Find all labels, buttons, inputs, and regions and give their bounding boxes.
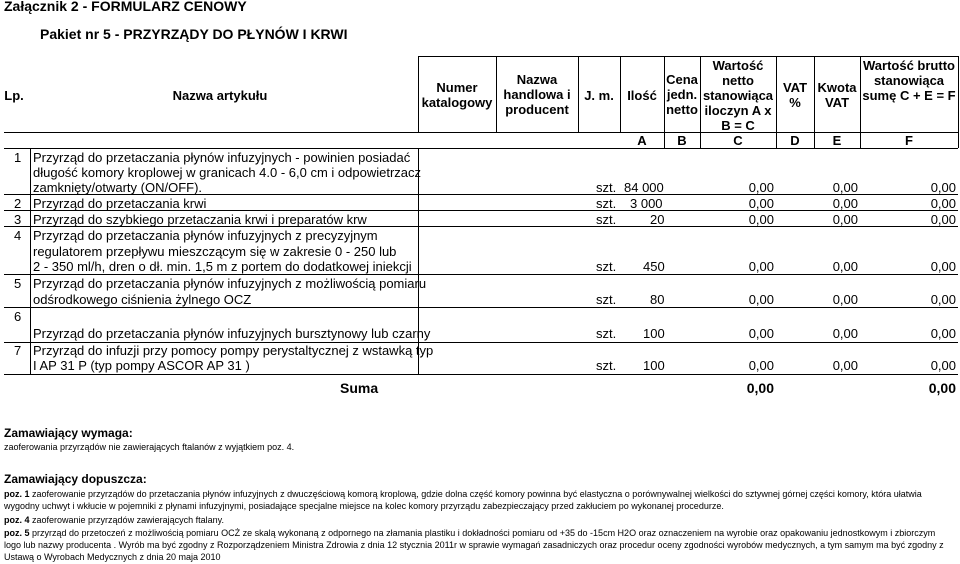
row-desc-line: regulatorem przepływu mieszczącym się w zakresie 0 - 250 lub [33,244,397,259]
row-qty: 450 [643,259,665,274]
letter-d: D [790,133,800,148]
col-catalog: Numer katalogowy [421,80,493,110]
row-desc-line: długość komory kroplowej w granicach 4.0 - 6,0 cm i odpowietrzacz [33,165,422,180]
col-qty: Ilość [627,88,657,103]
row-unit: szt. [596,196,617,211]
row-net: 0,00 [748,180,774,195]
letter-c: C [733,133,743,148]
row-unit: szt. [596,259,617,274]
row-unit: szt. [596,326,617,341]
row-vat: 0,00 [832,326,858,341]
col-vat-amt: Kwota VAT [817,80,857,110]
row-vat: 0,00 [832,180,858,195]
row-net: 0,00 [748,358,774,373]
row-vat: 0,00 [832,259,858,274]
letter-a: A [637,133,647,148]
row-gross: 0,00 [930,259,956,274]
allows-item-5 [4,527,954,563]
row-vat: 0,00 [832,212,858,227]
row-gross: 0,00 [930,358,956,373]
row-desc-line: 2 - 350 ml/h, dren o dł. min. 1,5 m z portem do dodatkowej iniekcji [33,259,412,274]
row-lp: 5 [14,276,22,291]
row-lp: 2 [14,196,22,211]
col-name: Nazwa artykułu [172,88,268,103]
row-lp: 4 [14,228,22,243]
row-desc-line: I AP 31 P (typ pompy ASCOR AP 31 ) [33,358,250,373]
row-net: 0,00 [748,292,774,307]
row-desc-line: Przyrząd do przetaczania płynów infuzyjnych bursztynowy lub czarny [33,326,431,341]
row-desc-line: odśrodkowego ciśnienia żylnego OCZ [33,292,252,307]
col-unit: J. m. [584,88,614,103]
sum-label: Suma [340,380,379,396]
col-price: Cena jedn. netto [666,72,698,117]
document-title: Załącznik 2 - FORMULARZ CENOWY [4,0,247,14]
row-desc-line: Przyrząd do przetaczania płynów infuzyjnych z możliwością pomiaru [33,276,427,291]
row-qty: 100 [643,326,665,341]
row-desc-line: Przyrząd do szybkiego przetaczania krwi i preparatów krw [33,212,367,227]
row-net: 0,00 [748,196,774,211]
row-qty: 100 [643,358,665,373]
row-gross: 0,00 [930,326,956,341]
allows-item-text: przyrząd do przetoczeń z możliwością pomiaru OCŻ ze skalą wykonaną z odpornego na złamania plastiku i dokładności pomiaru od +35 do -15cm H2O oraz oznaczeniem na wyrobie oraz opakowaniu jednostkowym i zbiorczym logo lub nazwy producenta . Wyrób ma być zgodny z Rozporządzeniem Ministra Zdrowia z dnia 12 stycznia 2011r w sprawie wymagań zasadniczych oraz procedur oceny zgodności wyrobów medycznych, a tym samym ma być zgodny z Ustawą o Wyrobach Medycznych z dnia 20 maja 2010 [4,528,944,562]
col-vat-pct: VAT % [782,80,808,110]
row-unit: szt. [596,180,617,195]
row-desc-line: Przyrząd do przetaczania płynów infuzyjnych - powinien posiadać [33,150,411,165]
allows-heading: Zamawiający dopuszcza: [4,472,147,486]
row-gross: 0,00 [930,212,956,227]
row-desc-line: zamknięty/otwarty (ON/OFF). [33,180,203,195]
allows-item-label: poz. 1 [4,489,30,499]
row-net: 0,00 [748,259,774,274]
row-net: 0,00 [748,326,774,341]
letter-b: B [677,133,687,148]
col-gross: Wartość brutto stanowiąca sumę C + E = F [862,58,956,103]
allows-item-label: poz. 4 [4,515,30,525]
allows-item-text: zaoferowanie przyrządów zawierających ftalany. [29,515,224,525]
row-net: 0,00 [748,212,774,227]
sum-gross: 0,00 [928,380,956,396]
row-desc-line: Przyrząd do przetaczania płynów infuzyjnych z precyzyjnym [33,228,378,243]
col-trade: Nazwa handlowa i producent [503,72,571,117]
col-net: Wartość netto stanowiąca iloczyn A x B = C [702,58,774,133]
row-qty: 84 000 [624,180,664,195]
row-lp: 3 [14,212,22,227]
row-vat: 0,00 [832,358,858,373]
allows-item-4 [4,514,954,526]
letter-e: E [832,133,842,148]
row-vat: 0,00 [832,196,858,211]
row-unit: szt. [596,358,617,373]
row-unit: szt. [596,212,617,227]
row-gross: 0,00 [930,196,956,211]
row-desc-line: Przyrząd do przetaczania krwi [33,196,207,211]
row-qty: 20 [650,212,665,227]
row-lp: 1 [14,150,22,165]
letter-f: F [905,133,913,148]
row-gross: 0,00 [930,292,956,307]
row-desc-line: Przyrząd do infuzji przy pomocy pompy perystaltycznej z wstawką typ [33,343,434,358]
row-gross: 0,00 [930,180,956,195]
row-lp: 6 [14,309,22,324]
package-title: Pakiet nr 5 - PRZYRZĄDY DO PŁYNÓW I KRWI [40,26,348,42]
allows-item-label: poz. 5 [4,528,30,538]
row-vat: 0,00 [832,292,858,307]
col-lp: Lp. [4,88,24,103]
row-unit: szt. [596,292,617,307]
requires-heading: Zamawiający wymaga: [4,426,133,440]
requires-text: zaoferowania przyrządów nie zawierających ftalanów z wyjątkiem poz. 4. [4,442,295,452]
row-qty: 3 000 [630,196,663,211]
allows-item-1 [4,488,954,512]
row-lp: 7 [14,343,22,358]
row-qty: 80 [650,292,665,307]
sum-net: 0,00 [746,380,774,396]
allows-item-text: zaoferowanie przyrządów do przetaczania płynów infuzyjnych z dwuczęściową komorą kroplową, gdzie dolna część komory powinna być elastyczna o porównywalnej wielkości do sztywnej górnej części komory, która ułatwia wygodny uchwyt i wkłucie w pojemniki z płynami infuzyjnymi, posiadające specjalne miejsce na kolec komory przyrządu zabezpieczający przed zakłuciem po wykonanej procedurze. [4,489,922,511]
